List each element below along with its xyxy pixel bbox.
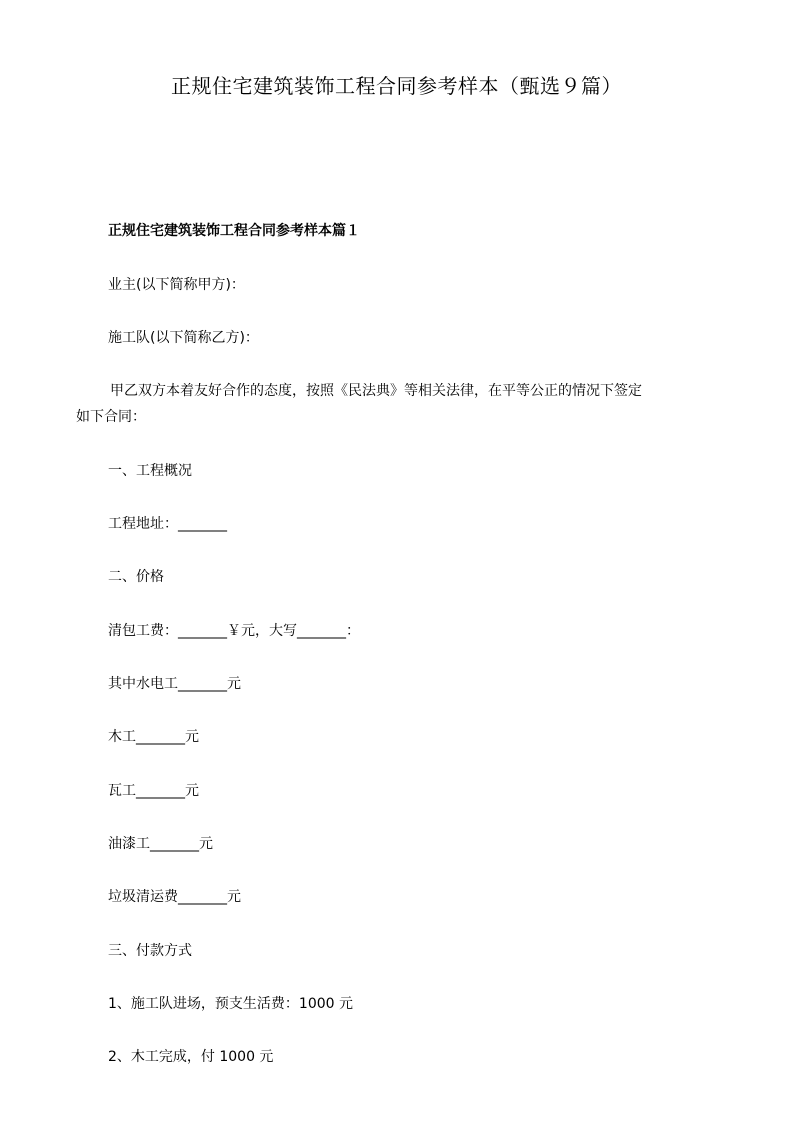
- contractor-line: 施工队(以下简称乙方)：: [108, 330, 259, 346]
- payment-item-1: 1、施工队进场，预支生活费：1000 元: [108, 996, 353, 1012]
- intro-line-2: 如下合同：: [76, 409, 146, 425]
- labor-fee-line: 清包工费：_______￥元，大写_______：: [108, 623, 360, 639]
- carpentry-line: 木工_______元: [108, 729, 199, 745]
- payment-item-2: 2、木工完成，付 1000 元: [108, 1049, 274, 1065]
- project-address-line: 工程地址：_______: [108, 516, 227, 532]
- document-title: 正规住宅建筑装饰工程合同参考样本（甄选９篇）: [171, 74, 622, 98]
- heading-payment-method: 三、付款方式: [108, 943, 192, 959]
- owner-line: 业主(以下简称甲方)：: [108, 277, 245, 293]
- section-title: 正规住宅建筑装饰工程合同参考样本篇１: [108, 223, 360, 239]
- heading-project-overview: 一、工程概况: [108, 463, 192, 479]
- intro-paragraph: [76, 378, 736, 430]
- intro-line-1: 甲乙双方本着友好合作的态度，按照《民法典》等相关法律，在平等公正的情况下签定: [110, 383, 642, 399]
- tiling-line: 瓦工_______元: [108, 783, 199, 799]
- heading-price: 二、价格: [108, 569, 164, 585]
- painting-line: 油漆工_______元: [108, 836, 213, 852]
- garbage-removal-line: 垃圾清运费_______元: [108, 889, 241, 905]
- plumbing-electric-line: 其中水电工_______元: [108, 676, 241, 692]
